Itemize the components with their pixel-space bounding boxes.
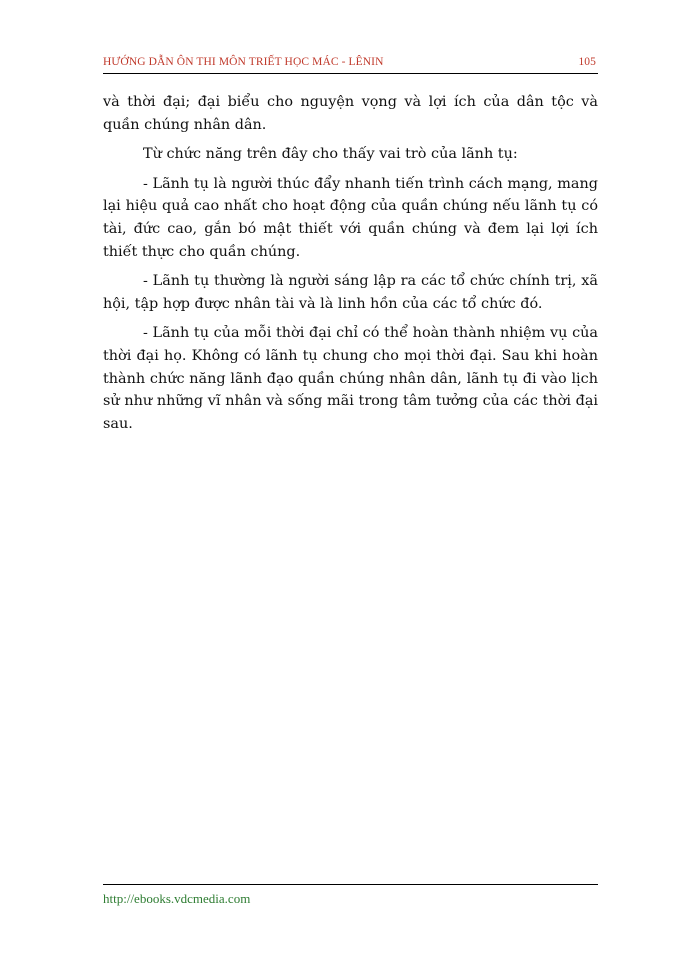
paragraph-intro: Từ chức năng trên đây cho thấy vai trò của lãnh tụ:: [143, 146, 518, 163]
paragraph-bullet-3: - Lãnh tụ của mỗi thời đại chỉ có thể hoàn thành nhiệm vụ của thời đại họ. Không có lãnh tụ chung cho mọi thời đại. Sau khi hoàn thành chức năng lãnh đạo quần chúng nhân dân, lãnh tụ đi vào lịch sử như những vĩ nhân và sống mãi trong tâm tưởng của các thời đại sau.: [103, 325, 598, 432]
header-title: HƯỚNG DẪN ÔN THI MÔN TRIẾT HỌC MÁC - LÊNIN: [103, 56, 384, 68]
header-divider: [103, 73, 598, 74]
paragraph-bullet-2: - Lãnh tụ thường là người sáng lập ra các tổ chức chính trị, xã hội, tập hợp được nhân tài và là linh hồn của các tổ chức đó.: [103, 273, 598, 312]
paragraph-bullet-1: - Lãnh tụ là người thúc đẩy nhanh tiến trình cách mạng, mang lại hiệu quả cao nhất cho hoạt động của quần chúng nếu lãnh tụ có tài, đức cao, gắn bó mật thiết với quần chúng và đem lại lợi ích thiết thực cho quần chúng.: [103, 175, 598, 260]
running-header: [103, 56, 598, 72]
footer-divider: [103, 884, 598, 885]
body-text: [103, 91, 598, 442]
page-number: 105: [578, 56, 596, 68]
paragraph-continuation: và thời đại; đại biểu cho nguyện vọng và lợi ích của dân tộc và quần chúng nhân dân.: [103, 94, 598, 133]
footer-url-link[interactable]: http://ebooks.vdcmedia.com: [103, 891, 251, 906]
